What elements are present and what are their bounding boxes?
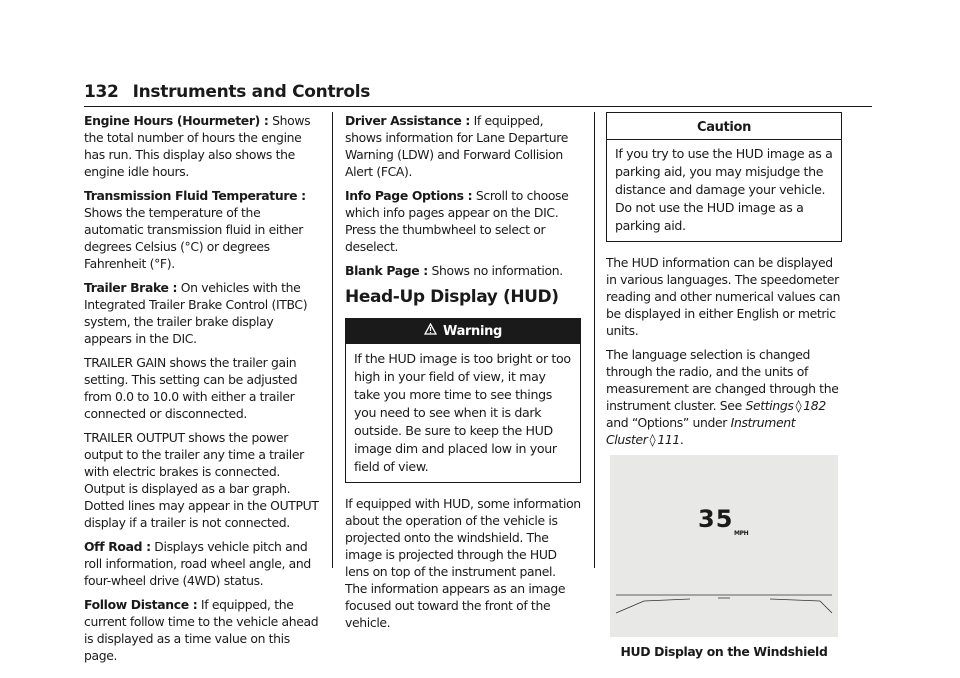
definition-off-road (84, 538, 320, 589)
term: Engine Hours (Hourmeter) : (84, 113, 269, 128)
section-title: Instruments and Controls (132, 82, 371, 102)
term: Off Road : (84, 539, 151, 554)
warning-header (346, 319, 580, 344)
definition-transmission-fluid-temp (84, 187, 320, 272)
caution-title: Caution (607, 113, 841, 140)
caution-box (606, 112, 842, 242)
paragraph-trailer-gain: TRAILER GAIN shows the trailer gain setting. This setting can be adjusted from 0.0 to 10.0 with either a trailer connected or disconnected. (84, 355, 298, 421)
warning-triangle-icon (424, 323, 437, 340)
term: Driver Assistance : (345, 113, 470, 128)
column-divider (332, 112, 333, 568)
column-2 (345, 112, 581, 638)
page-number: 132 (84, 82, 119, 102)
link-text: Instrument Cluster (606, 415, 796, 447)
definition-follow-distance (84, 596, 320, 664)
column-3 (606, 112, 842, 660)
definition: On vehicles with the Integrated Trailer Brake Control (ITBC) system, the trailer brake display appears in the DIC. (84, 280, 308, 346)
definition-blank-page (345, 262, 581, 279)
text: . (679, 432, 684, 447)
definition: Displays vehicle pitch and roll information, road wheel angle, and four-wheel drive (4WD) status. (84, 539, 311, 588)
term: Blank Page : (345, 263, 428, 278)
text: and “Options” under (606, 415, 728, 430)
paragraph-hud-languages: The HUD information can be displayed in various languages. The speedometer reading and other numerical values can be displayed in either English or metric units. (606, 255, 841, 338)
definition: Scroll to choose which info pages appear on the DIC. Press the thumbwheel to select or deselect. (345, 188, 569, 254)
hud-road-lines (610, 455, 838, 637)
hud-speed-readout: 35 (698, 505, 734, 533)
paragraph-trailer-output: TRAILER OUTPUT shows the power output to the trailer any time a trailer with electric brakes is connected. Output is displayed as a bar graph. Dotted lines may appear in the OUTPUT display if a trailer is not connected. (84, 430, 319, 530)
term: Info Page Options : (345, 188, 473, 203)
definition: Shows no information. (431, 263, 563, 278)
page-header (84, 82, 370, 102)
definition-driver-assistance (345, 112, 581, 180)
definition: If equipped, the current follow time to the vehicle ahead is displayed as a time value on this page. (84, 597, 319, 663)
definition: Shows the temperature of the automatic transmission fluid in either degrees Celsius (°C) or degrees Fahrenheit (°F). (84, 205, 304, 271)
page-ref: 111 (657, 432, 680, 447)
page-ref-arrow-icon: ◊ (649, 432, 656, 447)
paragraph-hud-intro: If equipped with HUD, some information about the operation of the vehicle is projected onto the windshield. The image is projected through the HUD lens on top of the instrument panel. The information appears as an image focused out toward the front of the vehicle. (345, 496, 581, 630)
figure-caption: HUD Display on the Windshield (620, 644, 828, 659)
page-ref-arrow-icon: ◊ (795, 398, 802, 413)
warning-title: Warning (443, 324, 502, 339)
definition-trailer-brake (84, 279, 320, 347)
definition: Shows the total number of hours the engine has run. This display also shows the engine idle hours. (84, 113, 311, 179)
caution-text: If you try to use the HUD image as a parking aid, you may misjudge the distance and damage your vehicle. Do not use the HUD image as a parking aid. (615, 146, 833, 233)
text: The language selection is changed through the radio, and the units of measurement are changed through the instrument cluster. See (606, 347, 839, 413)
header-rule (84, 106, 872, 107)
warning-text: If the HUD image is too bright or too high in your field of view, it may take you more time to see things you need to see when it is dark outside. Be sure to keep the HUD image dim and placed low in your field of view. (354, 351, 571, 474)
link-text: Settings (745, 398, 794, 413)
hud-speed-unit: MPH (734, 530, 749, 537)
settings-link[interactable] (745, 398, 825, 413)
column-divider (594, 112, 595, 568)
term: Follow Distance : (84, 597, 198, 612)
page-ref: 182 (803, 398, 826, 413)
definition-engine-hours (84, 112, 320, 180)
term: Trailer Brake : (84, 280, 178, 295)
definition: If equipped, shows information for Lane Departure Warning (LDW) and Forward Collision Alert (FCA). (345, 113, 569, 179)
section-heading-hud: Head-Up Display (HUD) (345, 287, 559, 307)
definition-info-page-options (345, 187, 581, 255)
column-1 (84, 112, 320, 671)
term: Transmission Fluid Temperature : (84, 188, 306, 203)
warning-box (345, 318, 581, 483)
hud-figure (610, 455, 838, 637)
paragraph-language-selection (606, 346, 842, 448)
